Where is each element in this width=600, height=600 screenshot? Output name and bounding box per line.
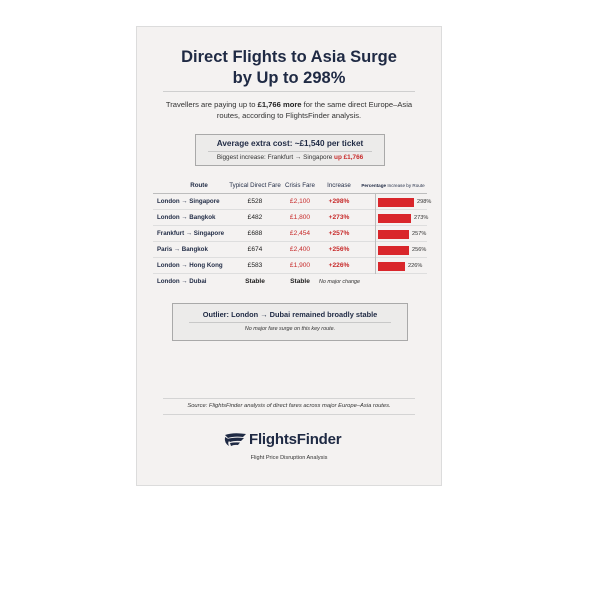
header-route: Route: [190, 182, 208, 189]
crisis-fare-cell: £2,400: [289, 246, 311, 253]
typical-fare-cell: £482: [247, 214, 263, 221]
outlier-headline: Outlier: London → Dubai remained broadly stable: [202, 310, 378, 319]
percentage-bar: [378, 198, 414, 207]
percentage-bar-label: 257%: [412, 230, 427, 237]
crisis-fare-cell: £2,454: [289, 230, 311, 237]
route-cell: London → Hong Kong: [157, 262, 223, 269]
percentage-bar-label: 298%: [417, 198, 432, 205]
average-cost-box: [195, 134, 385, 166]
crisis-fare-cell: Stable: [290, 278, 310, 285]
intro-text: Travellers are paying up to £1,766 more for the same direct Europe–Asia routes, according to FlightsFinder analysis.: [165, 100, 413, 120]
header-increase: Increase: [327, 182, 351, 189]
typical-fare-cell: £583: [247, 262, 263, 269]
average-cost-headline: Average extra cost: ~£1,540 per ticket: [216, 139, 364, 148]
average-divider: [208, 151, 372, 152]
brand-name: FlightsFinder: [249, 431, 342, 448]
percentage-bar: [378, 246, 409, 255]
route-cell: London → Singapore: [157, 198, 220, 205]
route-cell: London → Dubai: [157, 278, 207, 285]
typical-fare-cell: Stable: [245, 278, 265, 285]
table-header-row: [153, 178, 427, 194]
percentage-bar: [378, 214, 411, 223]
header-percentage-chart: Percentage Increase by Route: [361, 183, 425, 188]
crisis-fare-cell: £2,100: [289, 198, 311, 205]
biggest-increase-text: Biggest increase: Frankfurt → Singapore up £1,766: [216, 154, 364, 161]
title-divider: [163, 91, 415, 92]
route-cell: Frankfurt → Singapore: [157, 230, 225, 237]
header-crisis-fare: Crisis Fare: [285, 182, 315, 189]
page-title: Direct Flights to Asia Surge by Up to 298%: [181, 48, 397, 87]
header-typical-fare: Typical Direct Fare: [229, 182, 281, 189]
source-note: Source: FlightsFinder analysis of direct fares across major Europe–Asia routes.: [187, 403, 391, 409]
increase-cell: +273%: [328, 214, 350, 221]
crisis-fare-cell: £1,800: [289, 214, 311, 221]
source-divider-top: [163, 398, 415, 399]
outlier-divider: [189, 322, 391, 323]
typical-fare-cell: £688: [247, 230, 263, 237]
increase-cell: +226%: [328, 262, 350, 269]
route-cell: Paris → Bangkok: [157, 246, 208, 253]
increase-cell: +298%: [328, 198, 350, 205]
increase-cell: +257%: [328, 230, 350, 237]
infographic-card: [136, 26, 442, 486]
percentage-bar-chart: [375, 194, 432, 274]
crisis-fare-cell: £1,900: [289, 262, 311, 269]
typical-fare-cell: £674: [247, 246, 263, 253]
percentage-bar: [378, 262, 405, 271]
intro-highlight: £1,766 more: [257, 100, 302, 109]
typical-fare-cell: £528: [247, 198, 263, 205]
percentage-bar-label: 226%: [408, 262, 423, 269]
flightsfinder-logo: [223, 430, 343, 450]
increase-cell: No major change: [319, 279, 361, 285]
percentage-bar-label: 256%: [412, 246, 427, 253]
outlier-subtext: No major fare surge on this key route.: [244, 326, 336, 332]
percentage-bar-label: 273%: [414, 214, 429, 221]
outlier-box: [172, 303, 408, 341]
percentage-bar: [378, 230, 409, 239]
increase-cell: +256%: [328, 246, 350, 253]
wing-icon: [223, 432, 247, 448]
table-row-stable: [153, 274, 427, 290]
route-cell: London → Bangkok: [157, 214, 216, 221]
source-divider-bottom: [163, 414, 415, 415]
tagline: Flight Price Disruption Analysis: [250, 455, 328, 461]
